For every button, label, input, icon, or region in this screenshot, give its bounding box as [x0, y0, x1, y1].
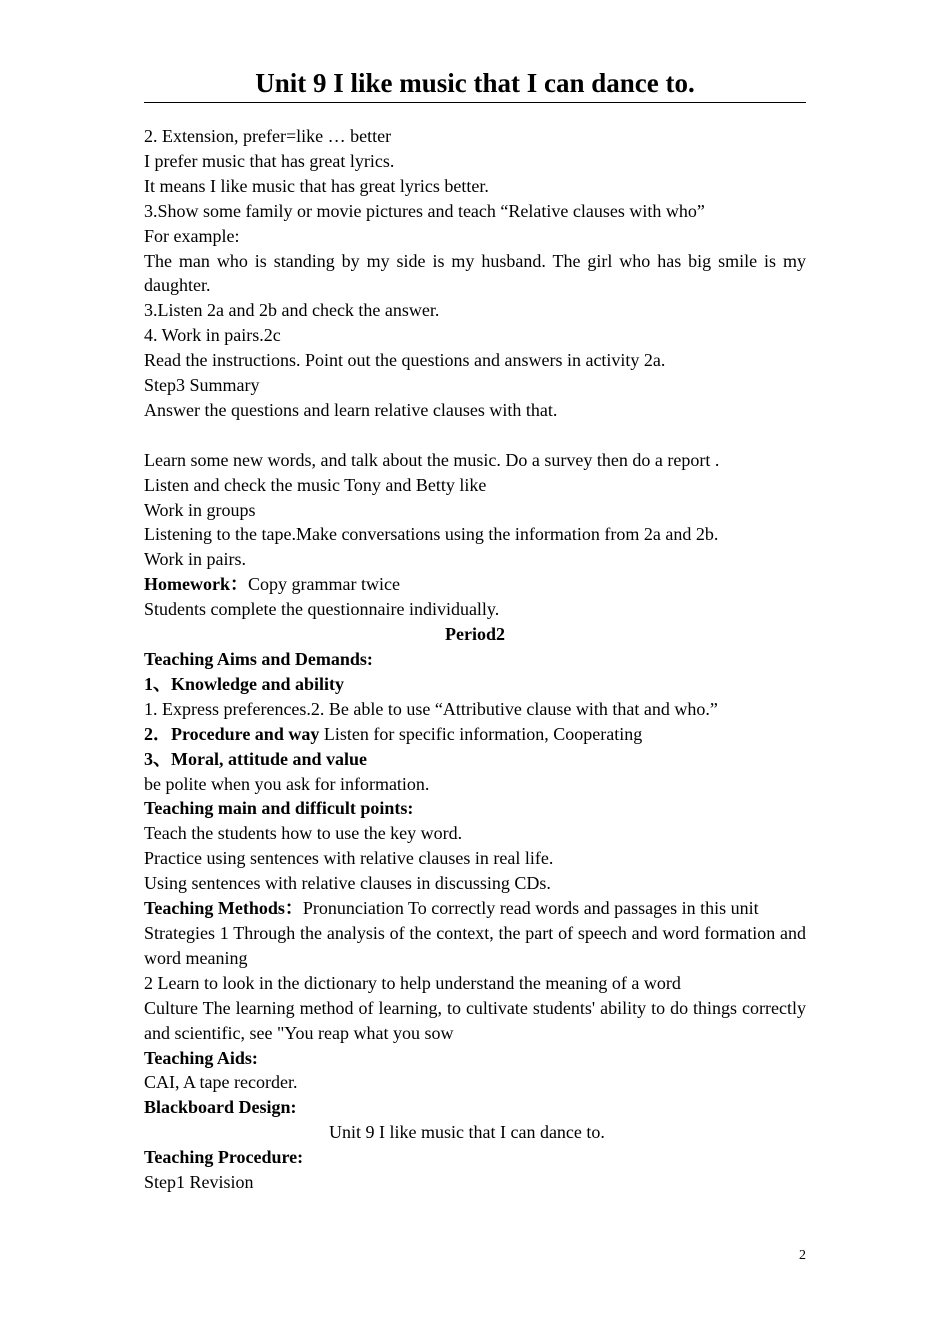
text-line: Listen and check the music Tony and Betty like: [144, 474, 487, 495]
text-line: For example:: [144, 225, 240, 246]
text-line: Answer the questions and learn relative clauses with that.: [144, 399, 558, 420]
procedure-text: Listen for specific information, Cooperating: [323, 723, 643, 744]
page-title: Unit 9 I like music that I can dance to.: [255, 68, 695, 98]
text-line: 2. Extension, prefer=like … better: [144, 126, 392, 146]
aids-text: CAI, A tape recorder.: [144, 1072, 298, 1093]
text-line: 3.Listen 2a and 2b and check the answer.: [144, 300, 440, 321]
homework-line: [144, 572, 806, 597]
text-line: 4. Work in pairs.2c: [144, 325, 281, 346]
text-line: It means I like music that has great lyrics better.: [144, 175, 489, 196]
homework-text: Copy grammar twice: [247, 574, 400, 595]
text-line: Work in groups: [144, 499, 256, 520]
text-line: Learn some new words, and talk about the music. Do a survey then do a report .: [144, 449, 720, 470]
dictionary-line: 2 Learn to look in the dictionary to help understand the meaning of a word: [144, 972, 681, 993]
methods-text: Pronunciation To correctly read words and passages in this unit: [302, 898, 759, 919]
procedure-label: 2．Procedure and way: [144, 723, 320, 744]
text-line: Work in pairs.: [144, 549, 247, 570]
text-line: 3.Show some family or movie pictures and teach “Relative clauses with who”: [144, 200, 705, 221]
period-heading: Period2: [445, 624, 505, 645]
page-header: [144, 66, 806, 103]
point-item: Practice using sentences with relative clauses in real life.: [144, 848, 554, 869]
methods-label: Teaching Methods：: [144, 898, 303, 919]
page-number: 2: [799, 1248, 806, 1263]
text-paragraph: The man who is standing by my side is my husband. The girl who has big smile is my daughter.: [144, 250, 806, 296]
aids-heading: Teaching Aids:: [144, 1047, 258, 1068]
text-line: I prefer music that has great lyrics.: [144, 150, 395, 171]
text-line: Step3 Summary: [144, 375, 260, 396]
procedure-line: [144, 722, 806, 747]
moral-text: be polite when you ask for information.: [144, 773, 430, 794]
step-line: Step1 Revision: [144, 1172, 254, 1193]
text-line: Listening to the tape.Make conversations using the information from 2a and 2b.: [144, 524, 719, 545]
knowledge-text: 1. Express preferences.2. Be able to use “Attributive clause with that and who.”: [144, 698, 718, 719]
strategies-paragraph: Strategies 1 Through the analysis of the context, the part of speech and word formation and word meaning: [144, 922, 806, 968]
aims-heading: Teaching Aims and Demands:: [144, 649, 373, 670]
blank-line: [144, 423, 806, 448]
text-line: Students complete the questionnaire individually.: [144, 599, 500, 620]
text-line: Read the instructions. Point out the questions and answers in activity 2a.: [144, 350, 666, 371]
procedure-heading: Teaching Procedure:: [144, 1147, 304, 1168]
knowledge-heading: 1、Knowledge and ability: [144, 673, 345, 694]
methods-paragraph: [144, 896, 806, 921]
moral-heading: 3、Moral, attitude and value: [144, 748, 367, 769]
point-item: Teach the students how to use the key word.: [144, 823, 463, 844]
blackboard-text: Unit 9 I like music that I can dance to.: [329, 1122, 605, 1143]
document-body: [144, 124, 806, 1195]
culture-paragraph: Culture The learning method of learning, to cultivate students' ability to do things correctly and scientific, see "You reap what you sow: [144, 997, 806, 1043]
homework-label: Homework：: [144, 574, 248, 595]
point-item: Using sentences with relative clauses in discussing CDs.: [144, 873, 551, 894]
points-heading: Teaching main and difficult points:: [144, 798, 414, 819]
blackboard-heading: Blackboard Design:: [144, 1097, 297, 1118]
